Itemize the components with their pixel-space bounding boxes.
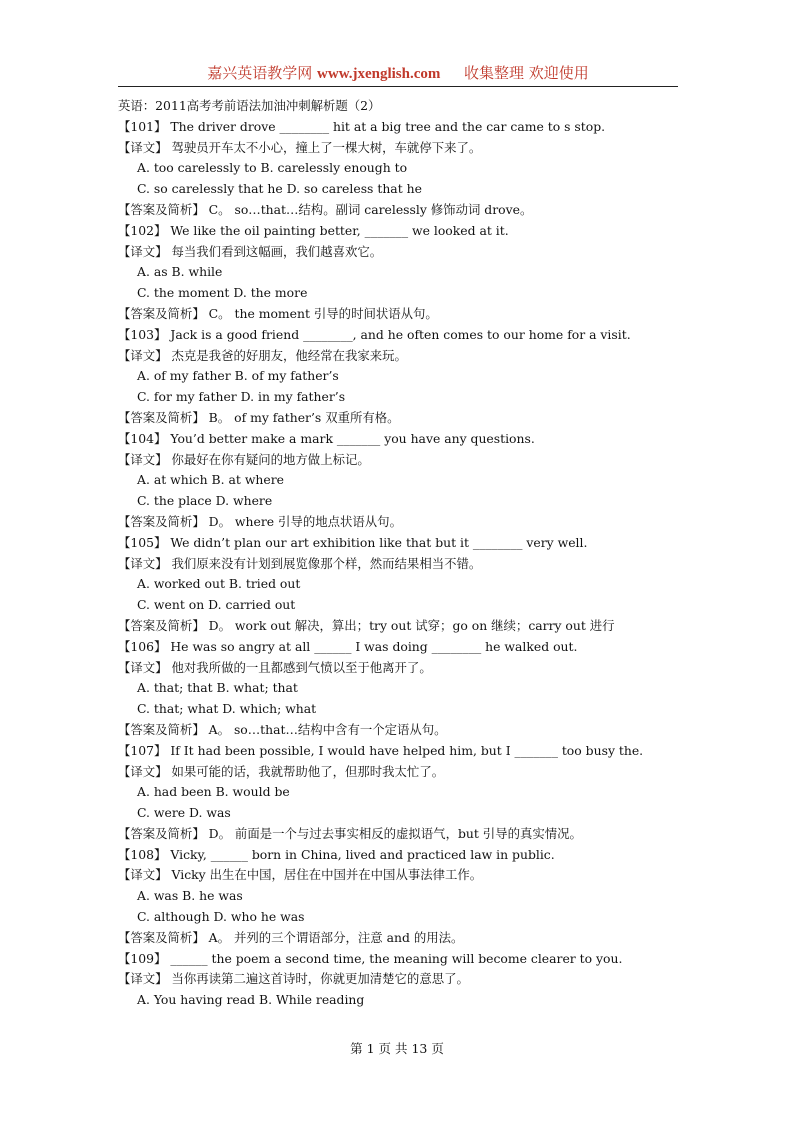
document-body <box>118 96 678 1011</box>
document-title: 英语：2011高考考前语法加油冲刺解析题（2） <box>118 98 381 113</box>
option-line: C. although D. who he was <box>137 909 305 925</box>
question-line: 【101】 The driver drove ________ hit at a big tree and the car came to s stop. <box>118 118 606 134</box>
translation-line: 【译文】 他对我所做的一且都感到气愤以至于他离开了。 <box>118 659 432 675</box>
answer-line: 【答案及简析】 B。 of my father’s 双重所有格。 <box>118 409 400 425</box>
option-line: A. worked out B. tried out <box>137 576 301 592</box>
question-line: 【109】 ______ the poem a second time, the meaning will become clearer to you. <box>118 950 623 966</box>
option-line: C. the moment D. the more <box>137 285 308 301</box>
site-header <box>118 62 678 84</box>
answer-line: 【答案及简析】 A。 so…that…结构中含有一个定语从句。 <box>118 721 447 737</box>
answer-line: 【答案及简析】 C。 so…that…结构。副词 carelessly 修饰动词 drove。 <box>118 201 533 217</box>
question-line: 【103】 Jack is a good friend ________, and he often comes to our home for a visit. <box>118 326 631 342</box>
translation-line: 【译文】 每当我们看到这幅画，我们越喜欢它。 <box>118 243 383 259</box>
site-name: 嘉兴英语教学网 <box>207 64 313 82</box>
option-line: A. that; that B. what; that <box>137 680 298 696</box>
question-line: 【107】 If It had been possible, I would have helped him, but I _______ too busy the. <box>118 742 644 758</box>
translation-line: 【译文】 如果可能的话，我就帮助他了，但那时我太忙了。 <box>118 763 445 779</box>
option-line: A. at which B. at where <box>137 472 284 488</box>
option-line: A. too carelessly to B. carelessly enough to <box>137 160 408 176</box>
option-line: A. was B. he was <box>137 888 243 904</box>
question-line: 【102】 We like the oil painting better, _______ we looked at it. <box>118 222 509 238</box>
answer-line: 【答案及简析】 A。 并列的三个谓语部分，注意 and 的用法。 <box>118 929 464 945</box>
header-divider <box>118 86 678 87</box>
option-line: C. for my father D. in my father’s <box>137 389 346 405</box>
option-line: A. of my father B. of my father’s <box>137 368 339 384</box>
site-url-link[interactable]: www.jxenglish.com <box>317 66 441 82</box>
option-line: C. that; what D. which; what <box>137 701 317 717</box>
question-line: 【105】 We didn’t plan our art exhibition like that but it ________ very well. <box>118 534 588 550</box>
option-line: C. went on D. carried out <box>137 597 296 613</box>
option-line: C. were D. was <box>137 805 231 821</box>
translation-line: 【译文】 驾驶员开车太不小心，撞上了一棵大树，车就停下来了。 <box>118 139 482 155</box>
answer-line: 【答案及简析】 C。 the moment 引导的时间状语从句。 <box>118 305 438 321</box>
question-line: 【104】 You’d better make a mark _______ you have any questions. <box>118 430 535 446</box>
answer-line: 【答案及简析】 D。 work out 解决，算出；try out 试穿；go on 继续；carry out 进行 <box>118 617 615 633</box>
answer-line: 【答案及简析】 D。 前面是一个与过去事实相反的虚拟语气，but 引导的真实情况。 <box>118 825 582 841</box>
question-line: 【108】 Vicky, ______ born in China, lived and practiced law in public. <box>118 846 555 862</box>
question-line: 【106】 He was so angry at all ______ I was doing ________ he walked out. <box>118 638 578 654</box>
option-line: A. had been B. would be <box>137 784 290 800</box>
translation-line: 【译文】 Vicky 出生在中国，居住在中国并在中国从事法律工作。 <box>118 867 483 883</box>
site-slogan: 收集整理 欢迎使用 <box>463 64 589 82</box>
option-line: A. as B. while <box>137 264 223 280</box>
translation-line: 【译文】 你最好在你有疑问的地方做上标记。 <box>118 451 370 467</box>
question-list <box>118 117 678 1011</box>
option-line: C. so carelessly that he D. so careless that he <box>137 181 422 197</box>
translation-line: 【译文】 当你再读第二遍这首诗时，你就更加清楚它的意思了。 <box>118 971 469 987</box>
option-line: C. the place D. where <box>137 493 273 509</box>
page-footer: 第 1 页 共 13 页 <box>350 1041 444 1056</box>
option-line: A. You having read B. While reading <box>137 992 365 1008</box>
translation-line: 【译文】 我们原来没有计划到展览像那个样，然而结果相当不错。 <box>118 555 482 571</box>
answer-line: 【答案及简析】 D。 where 引导的地点状语从句。 <box>118 513 402 529</box>
translation-line: 【译文】 杰克是我爸的好朋友，他经常在我家来玩。 <box>118 347 407 363</box>
